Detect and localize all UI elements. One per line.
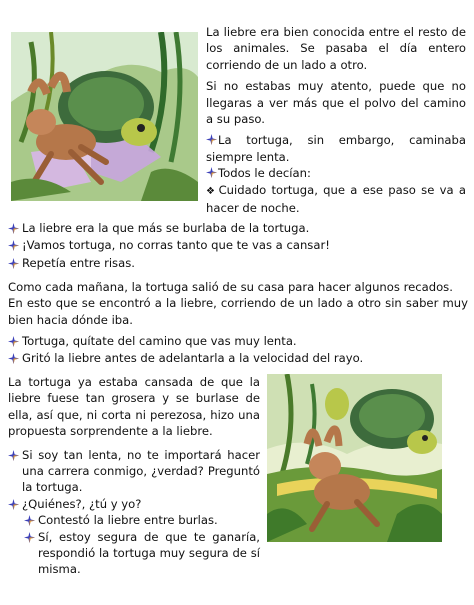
intro-bullet-1 xyxy=(206,132,466,165)
bottom-paragraph: La tortuga ya estaba cansada de que la liebre fuese tan grosera y se burlase de ella, así que, ni corta ni perezosa, hizo una propuesta sorprendente a la liebre. xyxy=(8,375,260,439)
bottom-sub-bullet-2 xyxy=(8,529,260,578)
diamond-bullet-icon: ❖ xyxy=(206,185,217,197)
sparkle-bullet-icon xyxy=(206,134,217,145)
list-item xyxy=(8,255,468,271)
intro-bullet-2 xyxy=(206,165,466,181)
list-1 xyxy=(8,220,468,271)
sparkle-bullet-icon xyxy=(8,240,19,251)
bottom-bullet-1-text: Si soy tan lenta, no te importará hacer una carrera conmigo, ¿verdad? Preguntó la tortuga. xyxy=(22,447,260,495)
sparkle-bullet-icon xyxy=(8,450,19,461)
sparkle-bullet-icon xyxy=(8,353,19,364)
paragraph-2-line-1: Como cada mañana, la tortuga salió de su casa para hacer algunos recados. xyxy=(8,280,453,294)
illustration-hare-and-tortoise-bottom xyxy=(267,374,442,542)
intro-dialogue xyxy=(206,182,466,217)
intro-paragraph-1: La liebre era bien conocida entre el resto de los animales. Se pasaba el día entero corriendo de un lado a otro. xyxy=(206,25,466,72)
illustration-hare-and-tortoise-top xyxy=(11,32,198,201)
bottom-bullet-2-text: ¿Quiénes?, ¿tú y yo? xyxy=(22,496,142,511)
bottom-sub-bullet-1-text: Contestó la liebre entre burlas. xyxy=(38,513,218,528)
bottom-bullet-2 xyxy=(8,496,260,512)
list-item xyxy=(8,333,468,349)
list-2 xyxy=(8,333,468,367)
bottom-bullet-1 xyxy=(8,447,260,496)
sparkle-bullet-icon xyxy=(206,167,217,178)
sparkle-bullet-icon xyxy=(8,336,19,347)
sparkle-bullet-icon xyxy=(24,532,35,543)
sparkle-bullet-icon xyxy=(8,223,19,234)
list-item-text: ¡Vamos tortuga, no corras tanto que te vas a cansar! xyxy=(22,238,330,253)
list-item-text: Tortuga, quítate del camino que vas muy lenta. xyxy=(22,334,297,348)
intro-dialogue-text: Cuidado tortuga, que a ese paso se va a hacer de noche. xyxy=(206,182,467,216)
list-item-text: Repetía entre risas. xyxy=(22,255,135,270)
list-item xyxy=(8,220,468,236)
bottom-sub-bullet-2-text: Sí, estoy segura de que te ganaría, respondió la tortuga muy segura de sí misma. xyxy=(38,529,260,577)
list-item-text: Gritó la liebre antes de adelantarla a la velocidad del rayo. xyxy=(22,351,364,366)
intro-bullet-2-text: Todos le decían: xyxy=(218,166,311,181)
intro-bullet-1-text: La tortuga, sin embargo, caminaba siempre lenta. xyxy=(206,133,466,164)
intro-paragraph-2: Si no estabas muy atento, puede que no llegaras a ver más que el polvo del camino a su paso. xyxy=(206,79,466,127)
list-item xyxy=(8,237,468,253)
bottom-text xyxy=(8,374,260,578)
sparkle-bullet-icon xyxy=(8,258,19,269)
sparkle-bullet-icon xyxy=(8,499,19,510)
list-item xyxy=(8,350,468,366)
paragraph-2 xyxy=(8,279,468,328)
list-item-text: La liebre era la que más se burlaba de la tortuga. xyxy=(22,221,310,235)
paragraph-2-line-2: En esto que se encontró a la liebre, corriendo de un lado a otro sin saber muy bien hacia dónde iba. xyxy=(8,296,468,327)
sparkle-bullet-icon xyxy=(24,515,35,526)
bottom-sub-bullet-1 xyxy=(8,512,260,528)
intro-text xyxy=(206,24,466,216)
